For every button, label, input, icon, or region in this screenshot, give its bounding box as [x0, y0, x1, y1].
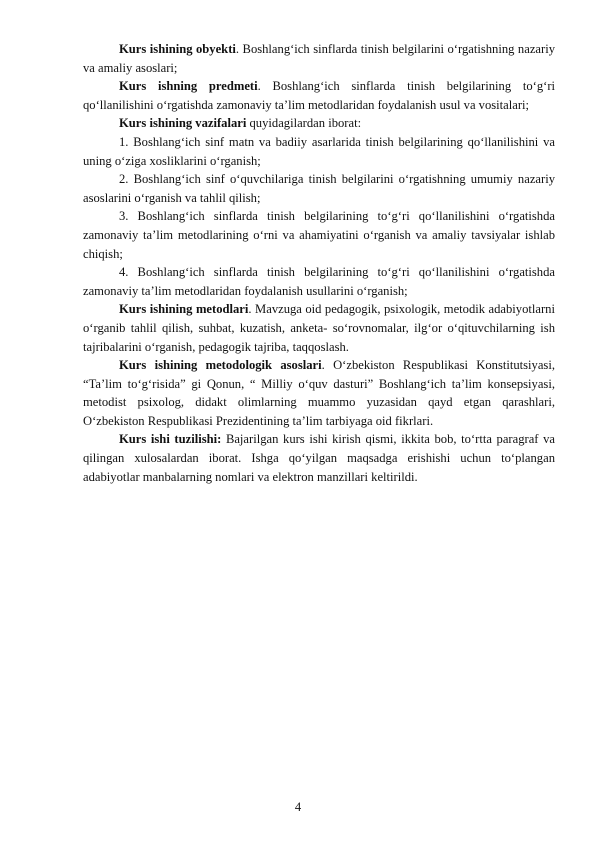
paragraph-object	[83, 40, 555, 77]
paragraph-structure	[83, 430, 555, 486]
text-tasks: quyidagilardan iborat:	[246, 116, 362, 131]
term-subject: Kurs ishning predmeti	[119, 79, 258, 94]
paragraph-task-3	[83, 207, 555, 263]
paragraph-task-1	[83, 133, 555, 170]
term-structure: Kurs ishi tuzilishi:	[119, 432, 222, 447]
paragraph-tasks	[83, 114, 555, 133]
paragraph-methodology	[83, 356, 555, 430]
text-object: . Boshlang‘ich sinflarda tinish belgilarini o‘rgatishning nazariy va amaliy asoslari;	[83, 42, 555, 75]
text-task-1: 1. Boshlang‘ich sinf matn va badiiy asarlarida tinish belgilarining qo‘llanilishini va uning o‘ziga xosliklarini o‘rganish;	[83, 134, 555, 168]
term-methods: Kurs ishining metodlari	[119, 302, 249, 317]
term-methodology: Kurs ishining metodologik asoslari	[119, 358, 322, 373]
text-subject: . Boshlang‘ich sinflarda tinish belgilarining to‘g‘ri qo‘llanilishini o‘rgatishda zamonaviy ta’lim metodlaridan foydalanish usul va vositalari;	[83, 79, 556, 112]
text-task-4: 4. Boshlang‘ich sinflarda tinish belgilarining to‘g‘ri qo‘llanilishini o‘rgatishda zamonaviy ta’lim metodlaridan foydalanish usullarini o‘rganish;	[83, 265, 555, 298]
text-task-2: 2. Boshlang‘ich sinf o‘quvchilariga tinish belgilarini o‘rgatishning umumiy nazariy asoslarini o‘rganish va tahlil qilish;	[83, 172, 555, 205]
term-object: Kurs ishining obyekti	[119, 42, 236, 56]
paragraph-task-2	[83, 170, 555, 207]
text-task-3: 3. Boshlang‘ich sinflarda tinish belgilarining to‘g‘ri qo‘llanilishini o‘rgatishda zamonaviy ta’lim metodlarining o‘rni va ahamiyatini o‘rganish va amaliy tavsiyalar ishlab chiqish;	[83, 209, 555, 261]
text-structure: Bajarilgan kurs ishi kirish qismi, ikkita bob, to‘rtta paragraf va qilingan xulosalardan iborat. Ishga qo‘yilgan maqsadga erishishi uchun to‘plangan adabiyotlar manbalarning nomlari va elektron manzillari keltirildi.	[83, 432, 555, 484]
paragraph-methods	[83, 300, 555, 356]
term-tasks: Kurs ishining vazifalari	[119, 116, 247, 131]
paragraph-task-4	[83, 263, 555, 300]
text-methods: . Mavzuga oid pedagogik, psixologik, metodik adabiyotlarni o‘rganib tahlil qilish, suhbat, kuzatish, anketa- so‘rovnomalar, ilg‘or o‘qituvchilarning ish tajribalarini o‘rganish, pedagogik tajriba, taqqoslash.	[83, 302, 555, 354]
text-methodology: . O‘zbekiston Respublikasi Konstitutsiyasi, “Ta’lim to‘g‘risida” gi Qonun, “ Milliy o‘quv dasturi” Boshlang‘ich ta’lim konsepsiyasi, metodist psixolog, didakt olimlarning muammo yuzasidan qayd etgan qarashlari, O‘zbekiston Respublikasi Prezidentining ta’lim tarbiyaga oid fikrlari.	[83, 358, 555, 428]
paragraph-subject	[83, 77, 555, 114]
document-body	[83, 40, 555, 486]
page-number: 4	[294, 800, 302, 814]
